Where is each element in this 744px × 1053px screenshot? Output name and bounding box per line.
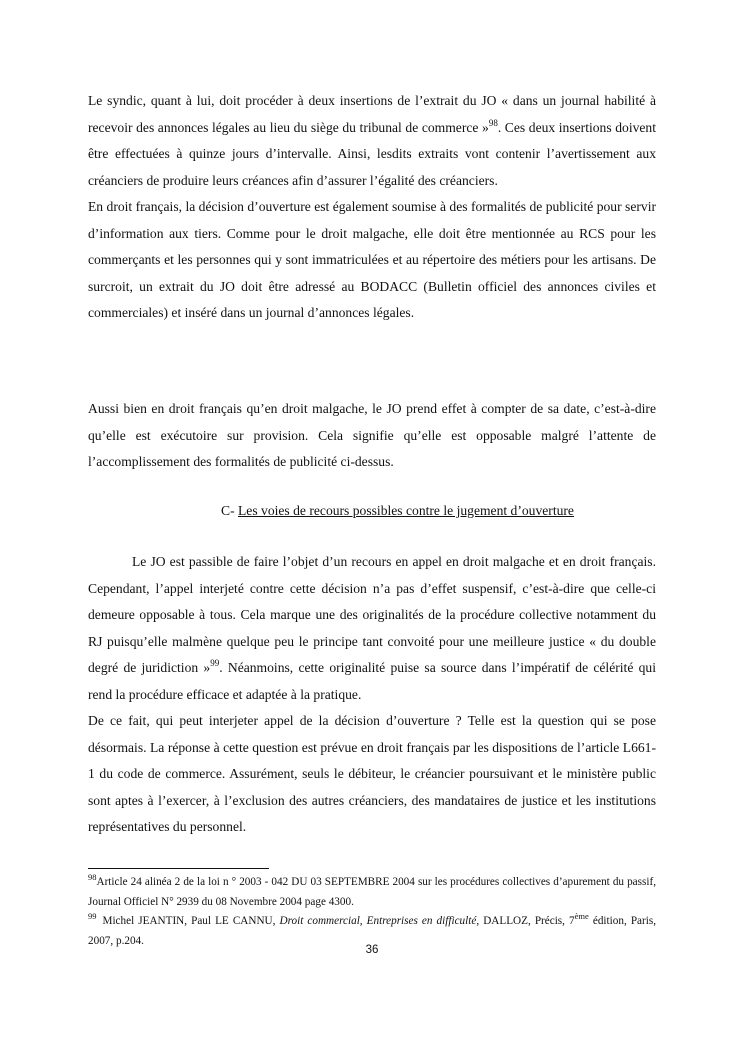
- page-number: 36: [365, 944, 379, 956]
- section-heading-prefix: C-: [221, 503, 238, 518]
- body-text-block-2: [88, 396, 656, 476]
- footnote-separator: [88, 868, 269, 869]
- footnote-ref-98[interactable]: 98: [488, 117, 498, 128]
- footnote-book-title: Droit commercial, Entreprises en difficulté: [279, 915, 477, 927]
- footnote-ref-99[interactable]: 99: [210, 658, 220, 668]
- body-text-block-3: [88, 549, 656, 841]
- footnote-number: 98: [88, 872, 97, 882]
- footnotes: [88, 873, 656, 951]
- paragraph-effet-jo: Aussi bien en droit français qu’en droit malgache, le JO prend effet à compter de sa date, c’est-à-dire qu’elle est exécutoire sur provision. Cela signifie qu’elle est opposable malgré l’attente de l’accomplissement des formalités de publicité ci-dessus.: [88, 401, 656, 469]
- body-text-block-1: [88, 88, 656, 327]
- paragraph-recours-appel: Le JO est passible de faire l’objet d’un recours en appel en droit malgache et en droit français. Cependant, l’appel interjeté contre cette décision n’a pas d’effet suspensif, c’est-à-dire que celle-ci demeure opposable à tous. Cela marque une des originalités de la procédure collective notamment du RJ puisqu’elle malmène quelque peu le principe tant convoité pour une meilleure justice « du double degré de juridiction »$^{99}$. Néanmoins, cette originalité puise sa source dans l’impératif de célérité qui rend la procédure efficace et adaptée à la pratique.: [88, 554, 656, 702]
- paragraph-qui-peut-interjeter: De ce fait, qui peut interjeter appel de la décision d’ouverture ? Telle est la question qui se pose désormais. La réponse à cette question est prévue en droit français par les dispositions de l’article L661-1 du code de commerce. Assurément, seuls le débiteur, le créancier poursuivant et le ministère public sont aptes à l’exercer, à l’exclusion des autres créanciers, des mandataires de justice et les institutions représentatives du personnel.: [88, 713, 656, 834]
- section-heading-title: Les voies de recours possibles contre le jugement d’ouverture: [238, 503, 574, 518]
- footnote-99: $^{99}$ Michel JEANTIN, Paul LE CANNU, Droit commercial, Entreprises en difficulté, DALLOZ, Précis, 7ème édition, Paris, 2007, p.204.: [88, 911, 656, 947]
- paragraph-droit-francais-publicite: En droit français, la décision d’ouverture est également soumise à des formalités de publicité pour servir d’information aux tiers. Comme pour le droit malgache, elle doit être mentionnée au RCS pour les commerçants et les personnes qui y sont immatriculées et au répertoire des métiers pour les artisans. De surcroit, un extrait du JO doit être adressé au BODACC (Bulletin officiel des annonces civiles et commerciales) et inséré dans un journal d’annonces légales.: [88, 199, 656, 320]
- footnote-number: 99: [88, 911, 97, 921]
- paragraph-syndic-insertions: Le syndic, quant à lui, doit procéder à deux insertions de l’extrait du JO « dans un journal habilité à recevoir des annonces légales au lieu du siège du tribunal de commerce »$^{98}$. Ces deux insertions doivent être effectuées à quinze jours d’intervalle. Ainsi, lesdits extraits vont contenir l’avertissement aux créanciers de produire leurs créances afin d’assurer l’égalité des créanciers.: [88, 93, 656, 188]
- footnote-authors: Michel JEANTIN, Paul LE CANNU,: [102, 915, 276, 927]
- footnote-98: $^{98}$Article 24 alinéa 2 de la loi n ° 2003 - 042 DU 03 SEPTEMBRE 2004 sur les procédures collectives d’apurement du passif, Journal Officiel N° 2939 du 08 Novembre 2004 page 4300.: [88, 872, 656, 908]
